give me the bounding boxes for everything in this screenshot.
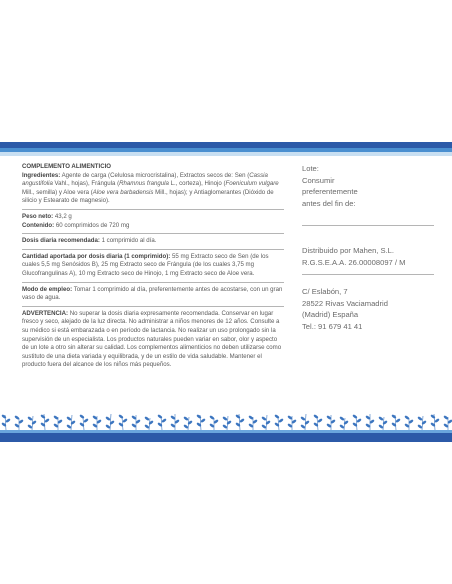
- plant-leaf: [392, 414, 397, 418]
- plant-leaf: [379, 416, 384, 420]
- plant-leaf: [80, 414, 85, 418]
- plant-leaf: [45, 418, 50, 422]
- plant-leaf: [292, 419, 297, 423]
- plant-leaf: [210, 415, 215, 419]
- plant-leaf: [41, 414, 46, 418]
- plant-stem: [317, 417, 318, 430]
- amount-label: Cantidad aportada por dosis diaria (1 comprimido):: [22, 252, 171, 260]
- plant-leaf: [171, 423, 176, 427]
- plant-leaf: [184, 416, 189, 420]
- plant-leaf: [93, 423, 98, 427]
- dose-section: [22, 237, 284, 250]
- plant-leaf: [184, 424, 189, 428]
- plant-leaf: [214, 419, 219, 423]
- distributor-divider: [302, 268, 434, 275]
- plant-leaf: [279, 418, 284, 422]
- usage-label: Modo de empleo:: [22, 285, 73, 293]
- warning-value: No superar la dosis diaria expresamente recomendada. Conservar en lugar fresco y seco, alejado de la luz directa. No administrar a niños menores de 12 años. Consulte a su médico si está embarazada o en período de lactancia. No realizar un uso prolongado sin la supervisión de un especialista. Los productos naturales pueden variar en sabor, olor y aspecto de un lote a otro sin alterar su calidad. Los complementos alimenticios no deben utilizarse como sustituto de una dieta variada y equilibrada, y de un estilo de vida saludable. Mantener el producto fuera del alcance de los niños más pequeños.: [22, 309, 282, 369]
- plant-leaf: [405, 415, 410, 419]
- rgsea-number: R.G.S.E.A.A. 26.00008097 / M: [302, 257, 406, 267]
- plant-leaf: [123, 418, 128, 422]
- plant-leaf: [6, 418, 11, 422]
- plant-leaf: [223, 424, 228, 428]
- plant-leaf: [158, 414, 163, 418]
- plant-leaf: [28, 416, 33, 420]
- distributor: Distribuido por Mahen, S.L.: [302, 246, 395, 255]
- plant-leaf: [405, 423, 410, 427]
- plant-leaf: [366, 415, 371, 419]
- plant-leaf: [396, 418, 401, 422]
- usage-value: Tomar 1 comprimido al día, preferentemente antes de acostarse, con un gran vaso de agua.: [22, 285, 283, 302]
- lot-label: Lote:: [302, 164, 319, 173]
- plant-leaf: [379, 424, 384, 428]
- plant-leaf: [67, 424, 72, 428]
- plant-leaf: [54, 415, 59, 419]
- plant-leaf: [318, 418, 323, 422]
- address-line-1: C/ Eslabón, 7: [302, 287, 348, 296]
- warning-label: ADVERTENCIA:: [22, 309, 69, 317]
- phone: Tel.: 91 679 41 41: [302, 321, 363, 331]
- latin-name-sen: Cassia angustifolia: [22, 171, 268, 188]
- plant-leaf: [353, 414, 358, 418]
- plant-leaf: [418, 416, 423, 420]
- plant-leaf: [409, 419, 414, 423]
- plant-leaf: [444, 423, 449, 427]
- consume-line-1: Consumir: [302, 175, 335, 185]
- plant-leaf: [2, 414, 7, 418]
- warning-section: [22, 310, 284, 373]
- plant-leaf: [340, 424, 345, 428]
- content-label: Contenido:: [22, 221, 55, 229]
- plant-leaf: [15, 423, 20, 427]
- plant-leaf: [366, 423, 371, 427]
- plant-leaf: [262, 416, 267, 420]
- plant-leaf: [253, 419, 258, 423]
- plant-leaf: [249, 415, 254, 419]
- lot-divider: [302, 209, 434, 226]
- content: [22, 222, 284, 231]
- plant-leaf: [275, 414, 280, 418]
- plant-leaf: [84, 418, 89, 422]
- plant-leaf: [301, 424, 306, 428]
- top-blue-band: [0, 142, 452, 156]
- plant-leaf: [106, 416, 111, 420]
- plant-leaf: [175, 419, 180, 423]
- address-line-2: 28522 Rivas Vaciamadrid: [302, 298, 388, 308]
- dose-value: 1 comprimido al día.: [99, 237, 157, 245]
- plant-leaf: [106, 424, 111, 428]
- plant-leaf: [418, 424, 423, 428]
- label-right-column: [302, 163, 434, 332]
- plant-leaf: [236, 414, 241, 418]
- content-value: 60 comprimidos de 720 mg: [54, 221, 130, 229]
- ingredients-part: Agente de carga (Celulosa microcristalina), Extractos secos de: Sen (: [60, 171, 250, 179]
- net-weight-label: Peso neto:: [22, 212, 54, 220]
- plant-leaf: [171, 415, 176, 419]
- plant-leaf: [331, 419, 336, 423]
- ingredients-part: Mill., semilla) y Aloe vera (: [22, 188, 93, 196]
- plant-leaf: [145, 424, 150, 428]
- plant-leaf: [340, 416, 345, 420]
- latin-name-frangula: Rhamnus frangula: [119, 180, 169, 188]
- latin-name-aloe: Aloe vera barbadensis: [92, 188, 154, 196]
- usage-section: [22, 286, 284, 307]
- plant-leaf: [448, 419, 452, 423]
- address-line-3: (Madrid) España: [302, 310, 359, 319]
- plant-leaf: [444, 415, 449, 419]
- plant-leaf: [262, 424, 267, 428]
- ingredients-text: [22, 172, 284, 206]
- plant-leaf: [435, 418, 440, 422]
- plant-leaf: [162, 418, 167, 422]
- plant-leaf: [132, 415, 137, 419]
- weight-section: [22, 213, 284, 234]
- plant-leaf: [28, 424, 33, 428]
- ingredients-section: [22, 163, 284, 210]
- plant-leaf: [132, 423, 137, 427]
- plant-stem: [122, 417, 123, 430]
- net-weight-value: 43,2 g: [53, 212, 72, 220]
- plant-illustrations-border: [0, 410, 452, 430]
- plant-leaf: [119, 414, 124, 418]
- plant-leaf: [145, 416, 150, 420]
- plant-leaf: [314, 414, 319, 418]
- consume-line-3: antes del fin de:: [302, 198, 356, 208]
- plant-leaf: [97, 419, 102, 423]
- plant-leaf: [357, 418, 362, 422]
- spacer: [302, 275, 434, 286]
- ingredients-part: Mill., hojas); y Antiaglomerantes (Dióxido de silicio y Estearato de magnesio).: [22, 188, 274, 205]
- plant-leaf: [327, 423, 332, 427]
- amount-section: [22, 253, 284, 283]
- plant-leaf: [223, 416, 228, 420]
- plant-leaf: [136, 419, 141, 423]
- label-left-column: [22, 163, 284, 376]
- spacer: [302, 226, 434, 245]
- plant-leaf: [19, 419, 24, 423]
- plant-leaf: [54, 423, 59, 427]
- latin-name-hinojo: Foeniculum vulgare: [225, 180, 279, 188]
- plant-leaf: [93, 415, 98, 419]
- plant-leaf: [301, 416, 306, 420]
- plant-leaf: [288, 415, 293, 419]
- net-weight: [22, 213, 284, 222]
- plant-leaf: [201, 418, 206, 422]
- plant-leaf: [149, 420, 154, 424]
- plant-leaf: [431, 414, 436, 418]
- plant-leaf: [67, 416, 72, 420]
- dose-label: Dosis diaria recomendada:: [22, 237, 100, 245]
- plant-leaf: [327, 415, 332, 419]
- plant-leaf: [370, 419, 375, 423]
- bottom-blue-band: [0, 430, 452, 442]
- ingredients-part: Vahl., hojas), Frángula (: [52, 180, 120, 188]
- amount-value: 55 mg Extracto seco de Sen (de los cuales 5,5 mg Senósidos B), 25 mg Extracto seco de Frángula (de los cuales 3,75 mg Glucofrangulinas A), 10 mg Extracto seco de Hinojo, 1 mg Extracto seco de Aloe vera.: [22, 252, 269, 277]
- consume-line-2: preferentemente: [302, 187, 358, 196]
- plant-leaf: [197, 414, 202, 418]
- plant-leaf: [240, 418, 245, 422]
- plant-leaf: [288, 423, 293, 427]
- ingredients-label: Ingredientes:: [22, 171, 61, 179]
- plant-leaf: [15, 415, 20, 419]
- ingredients-part: L., corteza), Hinojo (: [168, 180, 226, 188]
- section-title: COMPLEMENTO ALIMENTICIO: [22, 163, 112, 170]
- plant-leaf: [210, 423, 215, 427]
- plant-leaf: [249, 423, 254, 427]
- plant-leaf: [58, 419, 63, 423]
- plant-leaf: [344, 420, 349, 424]
